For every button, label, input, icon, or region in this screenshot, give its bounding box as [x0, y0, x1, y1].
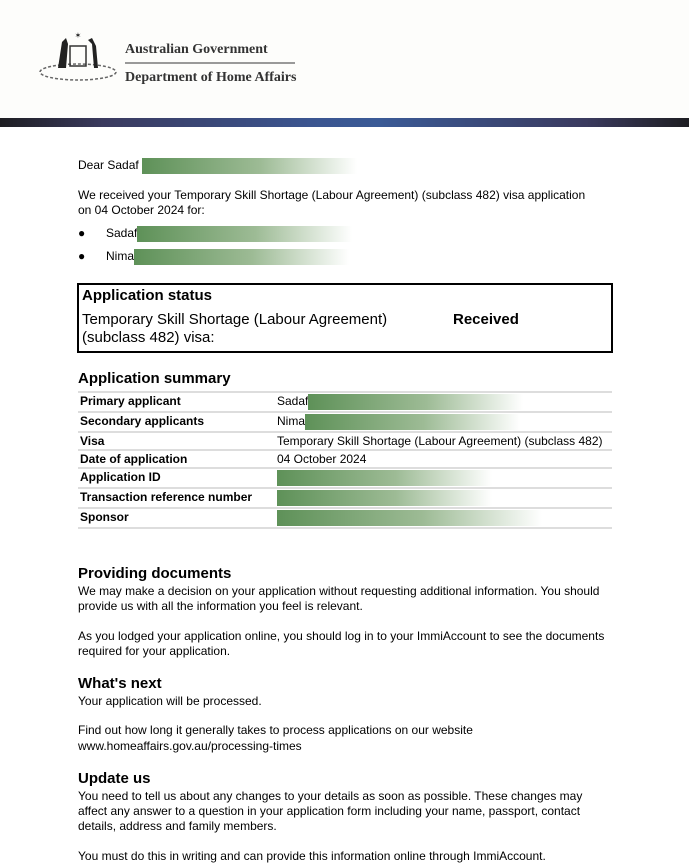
row-label: Application ID: [78, 468, 275, 488]
redaction: [277, 510, 542, 526]
summary-title: Application summary: [78, 370, 231, 387]
update-title: Update us: [78, 770, 151, 787]
department-name: Department of Home Affairs: [125, 70, 297, 85]
redaction: [142, 158, 357, 174]
divider: [125, 62, 295, 64]
row-value: [275, 508, 612, 528]
processing-times-link[interactable]: www.homeaffairs.gov.au/processing-times: [78, 739, 302, 753]
status-visa: Temporary Skill Shortage (Labour Agreement) (subclass 482) visa:: [82, 311, 388, 346]
providing-title: Providing documents: [78, 565, 232, 582]
update-p1: You need to tell us about any changes to your details as soon as possible. These changes may affect any answer to a question in your application form including your name, passport, contact details, address and family members.: [78, 789, 583, 833]
providing-p1: We may make a decision on your application without requesting additional information. You should provide us with all the information you feel is relevant.: [78, 584, 600, 613]
intro-text: We received your Temporary Skill Shortage (Labour Agreement) (subclass 482) visa application on 04 October 2024 for:: [78, 188, 586, 217]
row-value: [275, 488, 612, 508]
row-label: Primary applicant: [78, 392, 275, 412]
row-value-text: Nima: [277, 414, 306, 429]
row-value-text: Sadaf: [277, 394, 309, 409]
table-row: [78, 488, 612, 508]
salutation: Dear Sadaf: [78, 158, 357, 174]
redaction: [277, 490, 492, 506]
agency-name: Australian Government: [125, 42, 268, 57]
table-row: [78, 508, 612, 528]
row-label: Sponsor: [78, 508, 275, 528]
coat-of-arms-logo: [36, 28, 120, 86]
row-value-text: 04 October 2024: [277, 452, 367, 466]
row-label: Secondary applicants: [78, 412, 275, 432]
table-row: [78, 432, 612, 450]
application-status-box: [77, 283, 613, 353]
row-label: Transaction reference number: [78, 488, 275, 508]
status-badge: Received: [453, 311, 519, 328]
row-label: Visa: [78, 432, 275, 450]
header-band: [0, 118, 689, 127]
redaction: [308, 394, 523, 410]
update-p2: You must do this in writing and can provide this information online through ImmiAccount.: [78, 849, 546, 863]
table-row: [78, 450, 612, 468]
row-value: [275, 412, 612, 432]
redaction: [277, 470, 492, 486]
next-title: What's next: [78, 675, 162, 692]
row-label: Date of application: [78, 450, 275, 468]
next-p2: Find out how long it generally takes to process applications on our website: [78, 723, 473, 737]
row-value: [275, 468, 612, 488]
row-value: [275, 432, 612, 450]
row-value-text: Temporary Skill Shortage (Labour Agreement) (subclass 482): [277, 434, 603, 448]
table-row: [78, 468, 612, 488]
applicant-list-item: ● Nima: [78, 249, 349, 265]
letterhead: [0, 0, 689, 118]
svg-text:✶: ✶: [74, 31, 82, 40]
row-value: [275, 450, 612, 468]
status-title: Application status: [82, 287, 213, 304]
redaction: [305, 414, 520, 430]
applicant-list-item: ● Sadaf: [78, 226, 352, 242]
row-value: [275, 392, 612, 412]
table-row: [78, 412, 612, 432]
redaction: [137, 226, 352, 242]
summary-table: [78, 391, 612, 529]
redaction: [134, 249, 349, 265]
providing-p2: As you lodged your application online, you should log in to your ImmiAccount to see the documents required for your application.: [78, 629, 605, 658]
next-p1: Your application will be processed.: [78, 694, 262, 708]
table-row: [78, 392, 612, 412]
